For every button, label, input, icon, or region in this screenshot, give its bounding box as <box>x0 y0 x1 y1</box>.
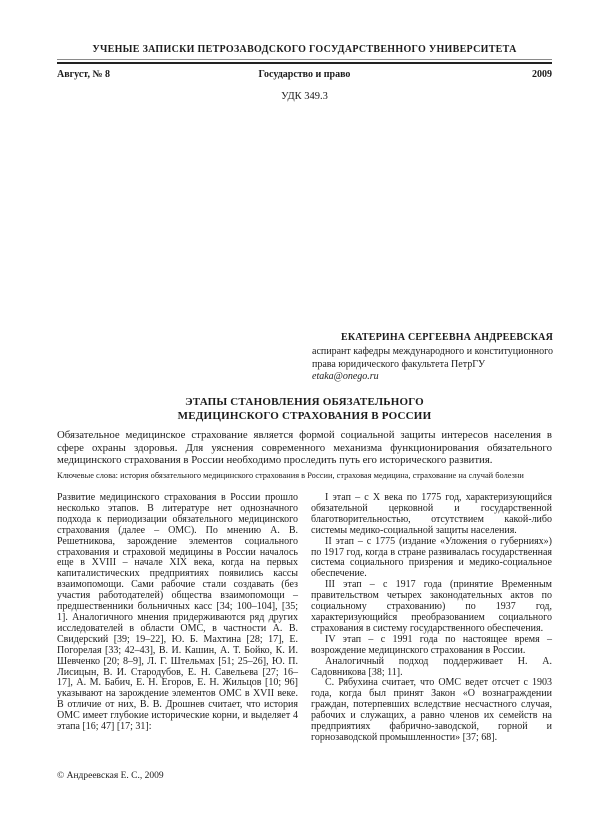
issue-label: Август, № 8 <box>57 69 111 80</box>
right-column-paragraph-stage-1: I этап – с X века по 1775 год, характеризующийся обязательной церковной и государственной благотворительностью, отсутствием какой-либо системы медико-социальной защиты населения. <box>311 492 552 536</box>
issue-info-row <box>57 69 552 80</box>
abstract-text: Обязательное медицинское страхование является формой социальной защиты интересов населения в сфере охраны здоровья. Для уяснения современного механизма функционирования обязательного медицинского страхования в России необходимо проследить путь его исторического развития. <box>57 429 552 467</box>
right-column <box>311 493 552 744</box>
right-column-paragraph-sadovnikova: Аналогичный подход поддерживает Н. А. Садовникова [38; 11]. <box>311 655 552 678</box>
author-block <box>312 332 553 384</box>
author-email: etaka@onego.ru <box>312 371 379 383</box>
body-columns <box>57 493 552 744</box>
article-title <box>57 395 552 423</box>
right-column-paragraph-stage-3: III этап – с 1917 года (принятие Временным правительством четырех законодательных актов по социальному страхованию) по 1937 год, характеризующийся преобразованием социального страхования в систему государственного обеспечения. <box>311 579 552 634</box>
section-label: Государство и право <box>258 69 351 80</box>
journal-title: УЧЕНЫЕ ЗАПИСКИ ПЕТРОЗАВОДСКОГО ГОСУДАРСТВЕННОГО УНИВЕРСИТЕТА <box>92 44 517 55</box>
left-column-paragraph: Развитие медицинского страхования в России прошло несколько этапов. В литературе нет однозначного подхода к периодизации обязательного медицинского страхования (далее – ОМС). По мнению А. В. Решетникова, зарождение элементов социального страхования и страховой медицины в России началось еще в XVIII – начале XIX века, когда на первых капиталистических предприятиях появились кассы взаимопомощи. Сами рабочие стали создавать (без участия работодателей) общества взаимопомощи – предшественники больничных касс [34; 100–104], [35; 1]. Аналогичного мнения придерживаются ряд других исследователей в области ОМС, в частности А. В. Свидерский [39; 19–22], Ю. Б. Махтина [28; 17], Е. Погорелая [33; 42–43], В. И. Кашин, А. Т. Бойко, К. И. Шевченко [20; 8–9], Л. Г. Штельмах [51; 25–26], Ю. П. Лисицын, В. И. Стародубов, Е. Н. Савельева [27; 16–17], А. М. Бабич, Е. Н. Егоров, Е. Н. Жильцов [10; 96] указывают на зарождение элементов ОМС в XVII веке. В отличие от них, В. В. Дрошнев считает, что история ОМС имеет глубокие исторические корни, и выделяет 4 этапа [16; 47] [17; 31]: <box>57 492 298 733</box>
article-title-line-1: ЭТАПЫ СТАНОВЛЕНИЯ ОБЯЗАТЕЛЬНОГО <box>185 396 424 408</box>
copyright-notice: © Андреевская Е. С., 2009 <box>57 771 164 781</box>
keywords-line: Ключевые слова: история обязательного медицинского страхования в России, страховая медицина, страхование на случай болезни <box>57 471 524 480</box>
left-column <box>57 493 298 744</box>
header-divider-rule <box>57 59 552 64</box>
right-column-paragraph-stage-2: II этап – с 1775 (издание «Уложения о губерниях») по 1917 год, когда в стране развивалась государственная система социального призрения и медико-социальное обеспечение. <box>311 535 552 580</box>
article-title-line-2: МЕДИЦИНСКОГО СТРАХОВАНИЯ В РОССИИ <box>177 410 432 422</box>
author-name: ЕКАТЕРИНА СЕРГЕЕВНА АНДРЕЕВСКАЯ <box>341 332 553 343</box>
udc-code: УДК 349.3 <box>281 91 328 102</box>
year-label: 2009 <box>532 69 552 80</box>
right-column-paragraph-stage-4: IV этап – с 1991 года по настоящее время – возрождение медицинского страхования в России. <box>311 633 552 656</box>
author-affiliation: аспирант кафедры международного и конституционного права юридического факультета ПетрГУ <box>312 345 553 370</box>
right-column-paragraph-ryabukhina: С. Рябухина считает, что ОМС ведет отсчет с 1903 года, когда был принят Закон «О вознаграждении граждан, потерпевших вследствие несчастного случая, рабочих и служащих, а равно членов их семейств на предприятиях фабрично-заводской, горной и горнозаводской промышленности» [37; 68]. <box>311 677 552 743</box>
